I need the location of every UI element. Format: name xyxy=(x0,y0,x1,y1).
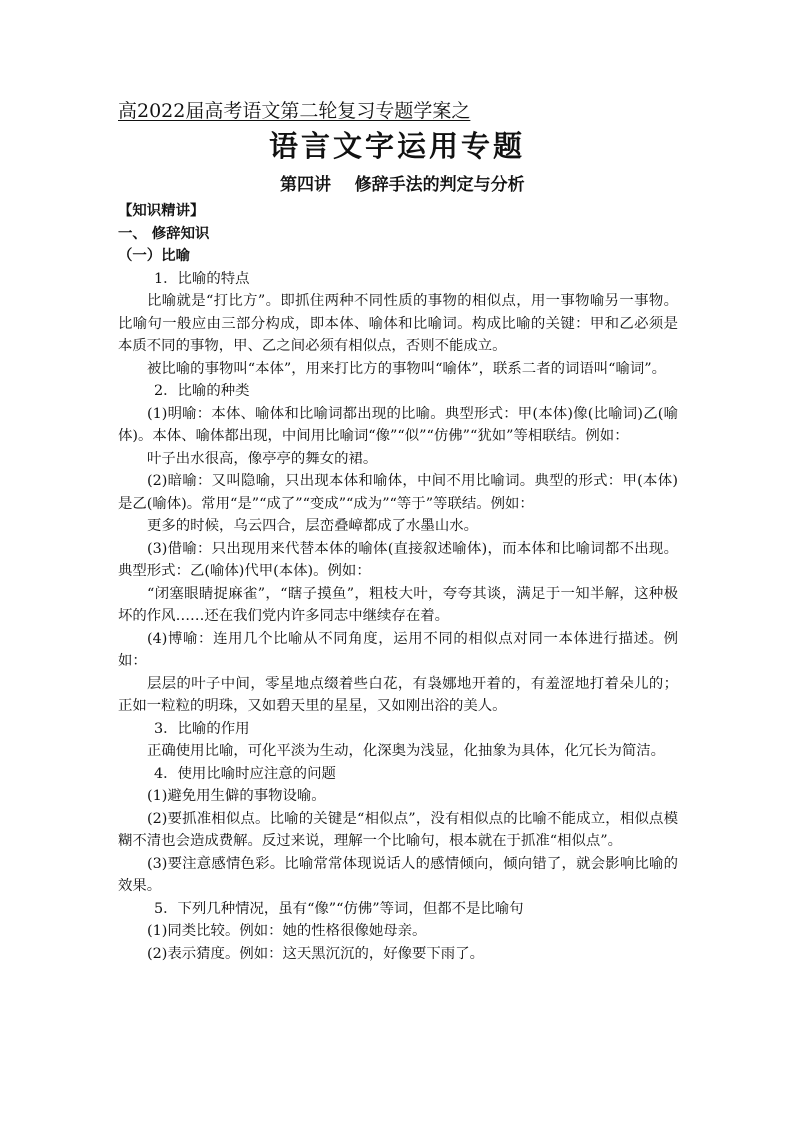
paragraph: 正确使用比喻，可化平淡为生动，化深奥为浅显，化抽象为具体，化冗长为简洁。 xyxy=(147,743,666,759)
paragraph: 比喻就是“打比方”。即抓住两种不同性质的事物的相似点，用一事物喻另一事物。比喻句一般应由三部分构成，即本体、喻体和比喻词。构成比喻的关键：甲和乙必须是本质不同的事物，甲、乙之间必须有相似点，否则不能成立。 xyxy=(118,293,678,354)
heading-4: 4．使用比喻时应注意的问题 xyxy=(154,765,336,782)
paragraph: 被比喻的事物叫“本体”，用来打比方的事物叫“喻体”，联系二者的词语叫“喻词”。 xyxy=(147,360,667,377)
series-title: 高2022届高考语文第二轮复习专题学案之 xyxy=(118,100,471,122)
example-sentence: 叶子出水很高，像亭亭的舞女的裙。 xyxy=(147,450,378,467)
example-sentence: 层层的叶子中间，零星地点缀着些白花，有袅娜地开着的，有羞涩地打着朵儿的；正如一粒粒的明珠，又如碧天里的星星，又如刚出浴的美人。 xyxy=(118,675,678,714)
paragraph: (4)博喻：连用几个比喻从不同角度，运用不同的相似点对同一本体进行描述。例如： xyxy=(118,630,678,669)
paragraph: (2)暗喻：又叫隐喻，只出现本体和喻体，中间不用比喻词。典型的形式：甲(本体)是乙(喻体)。常用“是”“成了”“变成”“成为”“等于”等联结。例如： xyxy=(118,473,678,512)
list-item: (3)要注意感情色彩。比喻常常体现说话人的感情倾向，倾向错了，就会影响比喻的效果。 xyxy=(118,855,678,894)
list-item: (1)避免用生僻的事物设喻。 xyxy=(147,788,326,804)
heading-2: 2．比喻的种类 xyxy=(154,383,250,399)
list-item: (2)表示猜度。例如：这天黑沉沉的，好像要下雨了。 xyxy=(147,945,484,962)
document-body xyxy=(118,200,678,965)
list-item: (2)要抓准相似点。比喻的关键是“相似点”，没有相似点的比喻不能成立，相似点模糊不清也会造成费解。反过来说，理解一个比喻句，根本就在于抓准“相似点”。 xyxy=(118,810,678,849)
heading-3: 3．比喻的作用 xyxy=(154,720,250,737)
part-heading: 一、 修辞知识 xyxy=(118,224,210,242)
paragraph: (3)借喻：只出现用来代替本体的喻体(直接叙述喻体)，而本体和比喻词都不出现。典型形式：乙(喻体)代甲(本体)。例如： xyxy=(118,540,678,579)
heading-5: 5．下列几种情况，虽有“像”“仿佛”等词，但都不是比喻句 xyxy=(154,900,524,917)
paragraph: (1)明喻：本体、喻体和比喻词都出现的比喻。典型形式：甲(本体)像(比喻词)乙(喻体)。本体、喻体都出现，中间用比喻词“像”“似”“仿佛”“犹如”等相联结。例如： xyxy=(118,405,678,444)
section-tag: 【知识精讲】 xyxy=(118,202,205,219)
main-title: 语言文字运用专题 xyxy=(268,129,525,163)
example-sentence: 更多的时候，乌云四合，层峦叠嶂都成了水墨山水。 xyxy=(147,518,478,534)
example-sentence: “闭塞眼睛捉麻雀”，“瞎子摸鱼”，粗枝大叶，夸夸其谈，满足于一知半解，这种极坏的作风……还在我们党内许多同志中继续存在着。 xyxy=(118,585,678,624)
lecture-title: 第四讲 修辞手法的判定与分析 xyxy=(280,175,525,195)
subpart-heading: （一）比喻 xyxy=(118,247,190,264)
heading-1: 1．比喻的特点 xyxy=(154,270,250,287)
list-item: (1)同类比较。例如：她的性格很像她母亲。 xyxy=(147,923,427,939)
